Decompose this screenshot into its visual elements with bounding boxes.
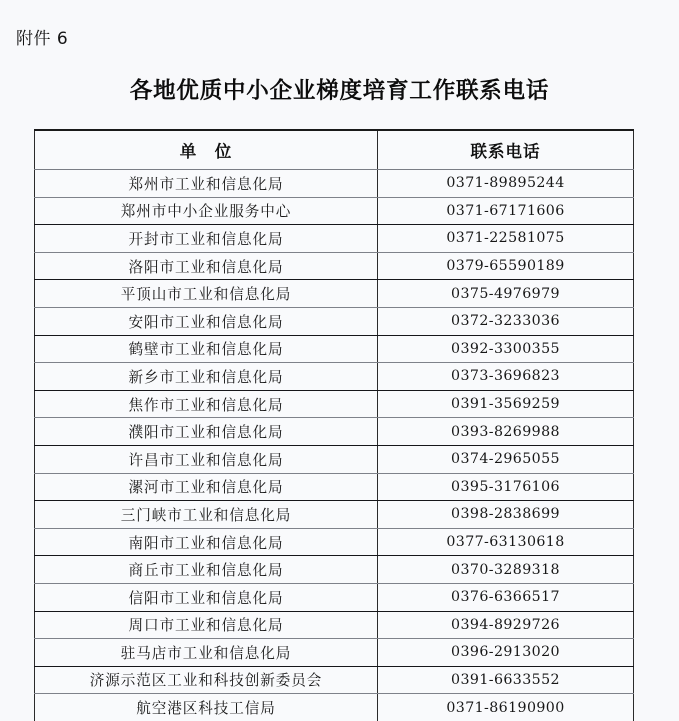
table-row: [35, 694, 634, 721]
cell-phone: 0392-3300355: [378, 335, 634, 363]
cell-phone: 0370-3289318: [378, 556, 634, 584]
cell-phone: 0374-2965055: [378, 445, 634, 473]
cell-unit: 濮阳市工业和信息化局: [35, 418, 378, 446]
cell-unit: 新乡市工业和信息化局: [35, 363, 378, 391]
table-row: [35, 501, 634, 529]
table-row: [35, 473, 634, 501]
cell-phone: 0391-3569259: [378, 390, 634, 418]
cell-phone: 0395-3176106: [378, 473, 634, 501]
cell-unit: 开封市工业和信息化局: [35, 225, 378, 253]
cell-phone: 0371-22581075: [378, 225, 634, 253]
table-row: [35, 445, 634, 473]
table-row: [35, 666, 634, 694]
page-title: 各地优质中小企业梯度培育工作联系电话: [129, 78, 550, 104]
contact-table-container: [34, 129, 633, 721]
cell-phone: 0398-2838699: [378, 501, 634, 529]
table-row: [35, 335, 634, 363]
table-row: [35, 556, 634, 584]
cell-unit: 安阳市工业和信息化局: [35, 307, 378, 335]
cell-phone: 0391-6633552: [378, 666, 634, 694]
attachment-label: 附件 6: [16, 29, 69, 49]
table-body: [35, 170, 634, 721]
cell-phone: 0375-4976979: [378, 280, 634, 308]
cell-unit: 许昌市工业和信息化局: [35, 445, 378, 473]
table-row: [35, 170, 634, 198]
cell-unit: 焦作市工业和信息化局: [35, 390, 378, 418]
cell-unit: 鹤壁市工业和信息化局: [35, 335, 378, 363]
cell-phone: 0372-3233036: [378, 307, 634, 335]
cell-unit: 信阳市工业和信息化局: [35, 583, 378, 611]
cell-unit: 驻马店市工业和信息化局: [35, 639, 378, 667]
table-row: [35, 639, 634, 667]
cell-unit: 济源示范区工业和科技创新委员会: [35, 666, 378, 694]
cell-unit: 周口市工业和信息化局: [35, 611, 378, 639]
table-header-row: [35, 130, 634, 170]
cell-phone: 0377-63130618: [378, 528, 634, 556]
cell-phone: 0396-2913020: [378, 639, 634, 667]
cell-phone: 0373-3696823: [378, 363, 634, 391]
cell-phone: 0371-89895244: [378, 170, 634, 198]
table-row: [35, 583, 634, 611]
cell-unit: 洛阳市工业和信息化局: [35, 252, 378, 280]
table-row: [35, 225, 634, 253]
cell-unit: 平顶山市工业和信息化局: [35, 280, 378, 308]
cell-unit: 三门峡市工业和信息化局: [35, 501, 378, 529]
table-row: [35, 528, 634, 556]
cell-phone: 0371-67171606: [378, 197, 634, 225]
cell-phone: 0371-86190900: [378, 694, 634, 721]
table-row: [35, 363, 634, 391]
table-row: [35, 280, 634, 308]
contact-table: [34, 129, 634, 721]
table-row: [35, 197, 634, 225]
column-header-unit: 单 位: [35, 130, 378, 170]
table-row: [35, 611, 634, 639]
cell-unit: 郑州市中小企业服务中心: [35, 197, 378, 225]
cell-phone: 0376-6366517: [378, 583, 634, 611]
cell-unit: 商丘市工业和信息化局: [35, 556, 378, 584]
table-row: [35, 252, 634, 280]
cell-unit: 南阳市工业和信息化局: [35, 528, 378, 556]
table-row: [35, 418, 634, 446]
cell-unit: 郑州市工业和信息化局: [35, 170, 378, 198]
column-header-phone: 联系电话: [378, 130, 634, 170]
table-row: [35, 390, 634, 418]
cell-unit: 航空港区科技工信局: [35, 694, 378, 721]
cell-phone: 0394-8929726: [378, 611, 634, 639]
cell-phone: 0393-8269988: [378, 418, 634, 446]
table-row: [35, 307, 634, 335]
cell-phone: 0379-65590189: [378, 252, 634, 280]
cell-unit: 漯河市工业和信息化局: [35, 473, 378, 501]
